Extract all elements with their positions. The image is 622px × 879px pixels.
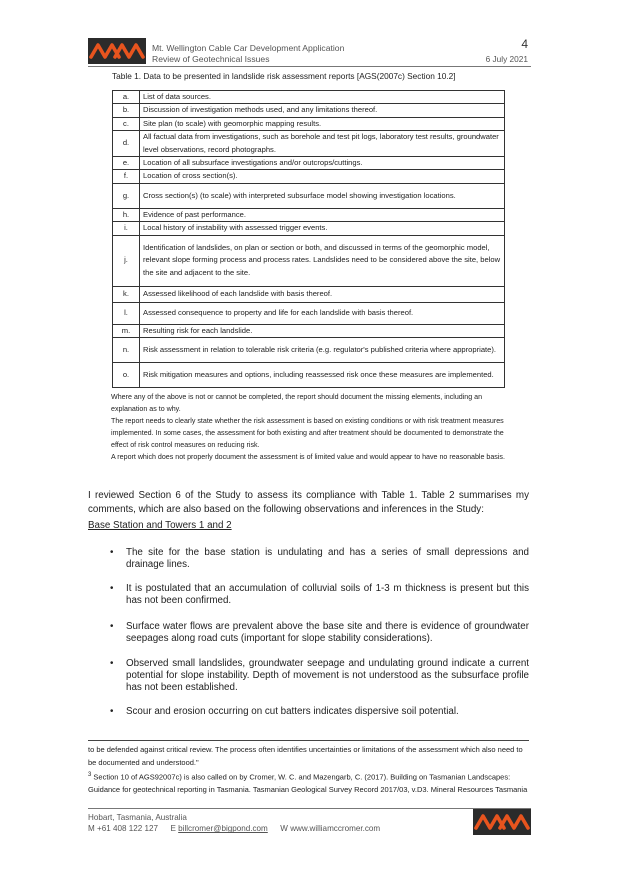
table-row bbox=[113, 235, 505, 286]
footnotes bbox=[88, 744, 532, 797]
list-item-text: Scour and erosion occurring on cut batters indicates dispersive soil potential. bbox=[126, 706, 459, 717]
table-row bbox=[113, 157, 505, 170]
row-text: Assessed likelihood of each landslide with basis thereof. bbox=[140, 286, 505, 302]
bullet-symbol: • bbox=[110, 547, 114, 558]
row-key: k. bbox=[113, 286, 140, 302]
table-row bbox=[113, 338, 505, 363]
website-link[interactable]: www.williamccromer.com bbox=[290, 824, 381, 834]
list-item bbox=[88, 547, 529, 571]
list-item-text: Observed small landslides, groundwater seepage and undulating ground indicate a current potential for slope instability. Depth of movement is not understood as the subsurface profile has not been established. bbox=[126, 658, 529, 694]
email-label: E bbox=[170, 824, 176, 834]
table-row bbox=[113, 131, 505, 157]
footer-contact-line bbox=[88, 823, 380, 834]
landslide-data-table bbox=[112, 90, 505, 388]
list-item-text: Surface water flows are prevalent above the base site and there is evidence of groundwater seepages along road cuts (important for slope stability considerations). bbox=[126, 621, 529, 645]
row-key: f. bbox=[113, 170, 140, 183]
table-note: The report needs to clearly state whether the risk assessment is based on existing conditions or with risk treatment measures implemented. In some cases, the assessment for both existing and after treatment should be documented to demonstrate the effect of risk control measures on reducing risk. bbox=[111, 416, 504, 449]
table-row bbox=[113, 302, 505, 324]
bullet-symbol: • bbox=[110, 706, 114, 717]
document-date: 6 July 2021 bbox=[485, 54, 528, 64]
row-text: Discussion of investigation methods used, and any limitations thereof. bbox=[140, 104, 505, 117]
row-text: Cross section(s) (to scale) with interpreted subsurface model showing investigation locations. bbox=[140, 183, 505, 208]
row-text: Evidence of past performance. bbox=[140, 208, 505, 221]
row-key: m. bbox=[113, 324, 140, 337]
document-title bbox=[152, 43, 344, 65]
row-key: h. bbox=[113, 208, 140, 221]
table-row bbox=[113, 117, 505, 130]
list-item-text: The site for the base station is undulating and has a series of small depressions and drainage lines. bbox=[126, 547, 529, 571]
row-key: e. bbox=[113, 157, 140, 170]
intro-paragraph: I reviewed Section 6 of the Study to assess its compliance with Table 1. Table 2 summarises my comments, which are also based on the following observations and inferences in the Study: bbox=[88, 490, 529, 515]
row-text: Resulting risk for each landslide. bbox=[140, 324, 505, 337]
footer-divider bbox=[88, 808, 531, 809]
row-text: Identification of landslides, on plan or section or both, and discussed in terms of the geomorphic model, relevant slope forming process and process rates. Landslides need to be considered above the site, below the site and adjacent to the site. bbox=[140, 235, 505, 286]
table-row bbox=[113, 91, 505, 104]
row-key: a. bbox=[113, 91, 140, 104]
table-notes bbox=[111, 392, 511, 463]
footnote-3 bbox=[88, 769, 532, 797]
row-key: j. bbox=[113, 235, 140, 286]
row-text: Site plan (to scale) with geomorphic mapping results. bbox=[140, 117, 505, 130]
table-row bbox=[113, 324, 505, 337]
list-item bbox=[88, 621, 529, 645]
bullet-symbol: • bbox=[110, 658, 114, 669]
row-key: i. bbox=[113, 222, 140, 235]
footnote-marker: 3 bbox=[88, 772, 92, 778]
phone-label: M bbox=[88, 824, 95, 834]
table-row bbox=[113, 222, 505, 235]
row-key: c. bbox=[113, 117, 140, 130]
web-label: W bbox=[280, 824, 288, 834]
email-link[interactable]: billcromer@bigpond.com bbox=[178, 824, 268, 834]
header-divider bbox=[88, 66, 531, 67]
company-logo bbox=[88, 38, 146, 64]
list-item bbox=[88, 658, 529, 694]
bullet-symbol: • bbox=[110, 621, 114, 632]
row-text: Location of all subsurface investigations and/or outcrops/cuttings. bbox=[140, 157, 505, 170]
row-key: d. bbox=[113, 131, 140, 157]
row-text: Location of cross section(s). bbox=[140, 170, 505, 183]
table-row bbox=[113, 104, 505, 117]
footnote-divider bbox=[88, 740, 529, 741]
row-text: Risk assessment in relation to tolerable risk criteria (e.g. regulator's published criteria where appropriate). bbox=[140, 338, 505, 363]
page-number: 4 bbox=[521, 37, 528, 51]
row-text: All factual data from investigations, such as borehole and test pit logs, laboratory test results, groundwater level observations, record photographs. bbox=[140, 131, 505, 157]
bullet-symbol: • bbox=[110, 583, 114, 594]
document-title-line1: Mt. Wellington Cable Car Development Application bbox=[152, 43, 345, 53]
footer-address: Hobart, Tasmania, Australia bbox=[88, 813, 187, 822]
list-item bbox=[88, 706, 529, 718]
row-key: o. bbox=[113, 363, 140, 388]
row-text: Local history of instability with assessed trigger events. bbox=[140, 222, 505, 235]
row-key: n. bbox=[113, 338, 140, 363]
list-item-text: It is postulated that an accumulation of colluvial soils of 1-3 m thickness is present but this has not been confirmed. bbox=[126, 583, 529, 607]
footnote-continued: to be defended against critical review. The process often identifies uncertainties or limitations of the assessment which also need to be documented and understood." bbox=[88, 745, 523, 767]
row-key: l. bbox=[113, 302, 140, 324]
document-title-line2: Review of Geotechnical Issues bbox=[152, 54, 270, 64]
footer-logo bbox=[473, 809, 531, 835]
table-note: Where any of the above is not or cannot be completed, the report should document the missing elements, including an explanation as to why. bbox=[111, 393, 483, 413]
table-caption: Table 1. Data to be presented in landslide risk assessment reports [AGS(2007c) Section 10.2] bbox=[112, 71, 456, 81]
footer-contact bbox=[88, 812, 380, 835]
row-text: Risk mitigation measures and options, including reassessed risk once these measures are implemented. bbox=[140, 363, 505, 388]
table-row bbox=[113, 208, 505, 221]
table-row bbox=[113, 183, 505, 208]
row-text: List of data sources. bbox=[140, 91, 505, 104]
table-row bbox=[113, 363, 505, 388]
row-key: g. bbox=[113, 183, 140, 208]
row-text: Assessed consequence to property and life for each landslide with basis thereof. bbox=[140, 302, 505, 324]
list-item bbox=[88, 583, 529, 607]
footnote-text: Section 10 of AGS92007c) is also called on by Cromer, W. C. and Mazengarb, C. (2017). Building on Tasmanian Landscapes: Guidance for geotechnical reporting in Tasmania. Tasmanian Geological Survey Record 2017/03, v.D3. Mineral Resources Tasmania bbox=[88, 772, 528, 794]
section-heading: Base Station and Towers 1 and 2 bbox=[88, 520, 232, 531]
phone-number: +61 408 122 127 bbox=[97, 824, 158, 834]
row-key: b. bbox=[113, 104, 140, 117]
table-row bbox=[113, 170, 505, 183]
table-note: A report which does not properly document the assessment is of limited value and would appear to have no reasonable basis. bbox=[111, 452, 505, 461]
table-row bbox=[113, 286, 505, 302]
